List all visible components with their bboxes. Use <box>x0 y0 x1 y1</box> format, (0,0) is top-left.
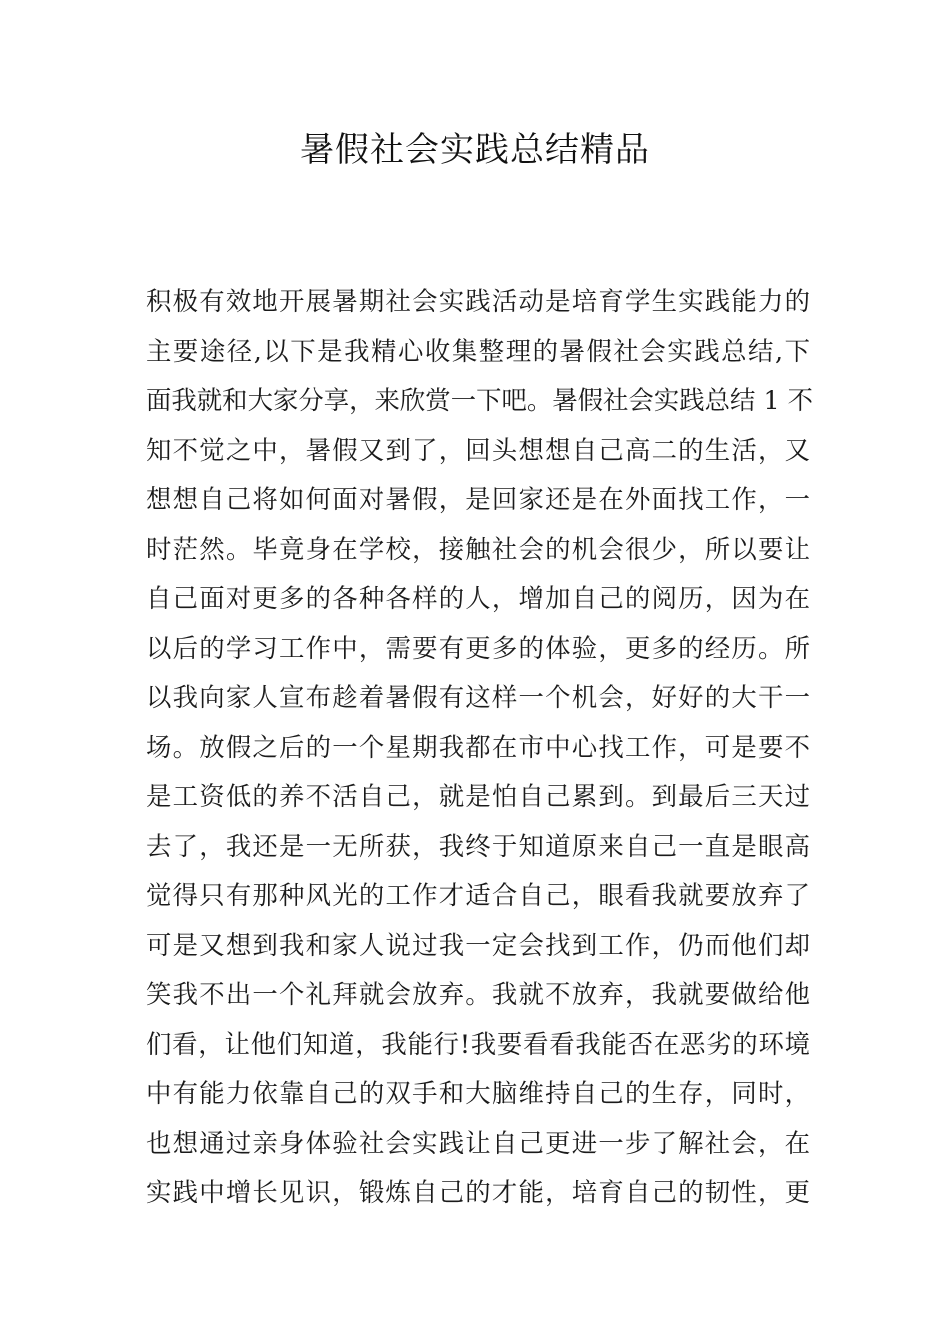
body-line: 知不觉之中，暑假又到了，回头想想自己高二的生活，又 <box>146 434 810 465</box>
body-line: 是工资低的养不活自己，就是怕自己累到。到最后三天过 <box>146 781 810 811</box>
body-line: 觉得只有那种风光的工作才适合自己，眼看我就要放弃了 <box>146 880 810 910</box>
body-line: 们看，让他们知道，我能行!我要看看我能否在恶劣的环境 <box>146 1028 810 1059</box>
body-line: 面我就和大家分享，来欣赏一下吧。暑假社会实践总结 1 不 <box>146 385 814 415</box>
body-line: 想想自己将如何面对暑假，是回家还是在外面找工作，一 <box>146 484 810 514</box>
body-line: 以我向家人宣布趁着暑假有这样一个机会，好好的大干一 <box>146 682 810 712</box>
body-line: 可是又想到我和家人说过我一定会找到工作，仍而他们却 <box>146 929 810 960</box>
document-title: 暑假社会实践总结精品 <box>300 130 650 170</box>
body-line: 笑我不出一个礼拜就会放弃。我就不放弃，我就要做给他 <box>146 979 810 1009</box>
body-line: 自己面对更多的各种各样的人，增加自己的阅历，因为在 <box>146 583 810 613</box>
body-line: 也想通过亲身体验社会实践让自己更进一步了解社会，在 <box>146 1127 810 1158</box>
body-line: 实践中增长见识，锻炼自己的才能，培育自己的韧性，更 <box>146 1177 810 1207</box>
body-line: 场。放假之后的一个星期我都在市中心找工作，可是要不 <box>146 731 810 762</box>
body-line: 中有能力依靠自己的双手和大脑维持自己的生存，同时， <box>146 1078 810 1108</box>
body-line: 去了，我还是一无所获，我终于知道原来自己一直是眼高 <box>146 830 810 861</box>
body-line: 以后的学习工作中，需要有更多的体验，更多的经历。所 <box>146 632 810 663</box>
body-line: 主要途径,以下是我精心收集整理的暑假社会实践总结,下 <box>146 335 810 366</box>
body-line: 时茫然。毕竟身在学校，接触社会的机会很少，所以要让 <box>146 533 810 564</box>
document-body <box>146 277 814 1218</box>
body-line: 积极有效地开展暑期社会实践活动是培育学生实践能力的 <box>146 286 810 316</box>
